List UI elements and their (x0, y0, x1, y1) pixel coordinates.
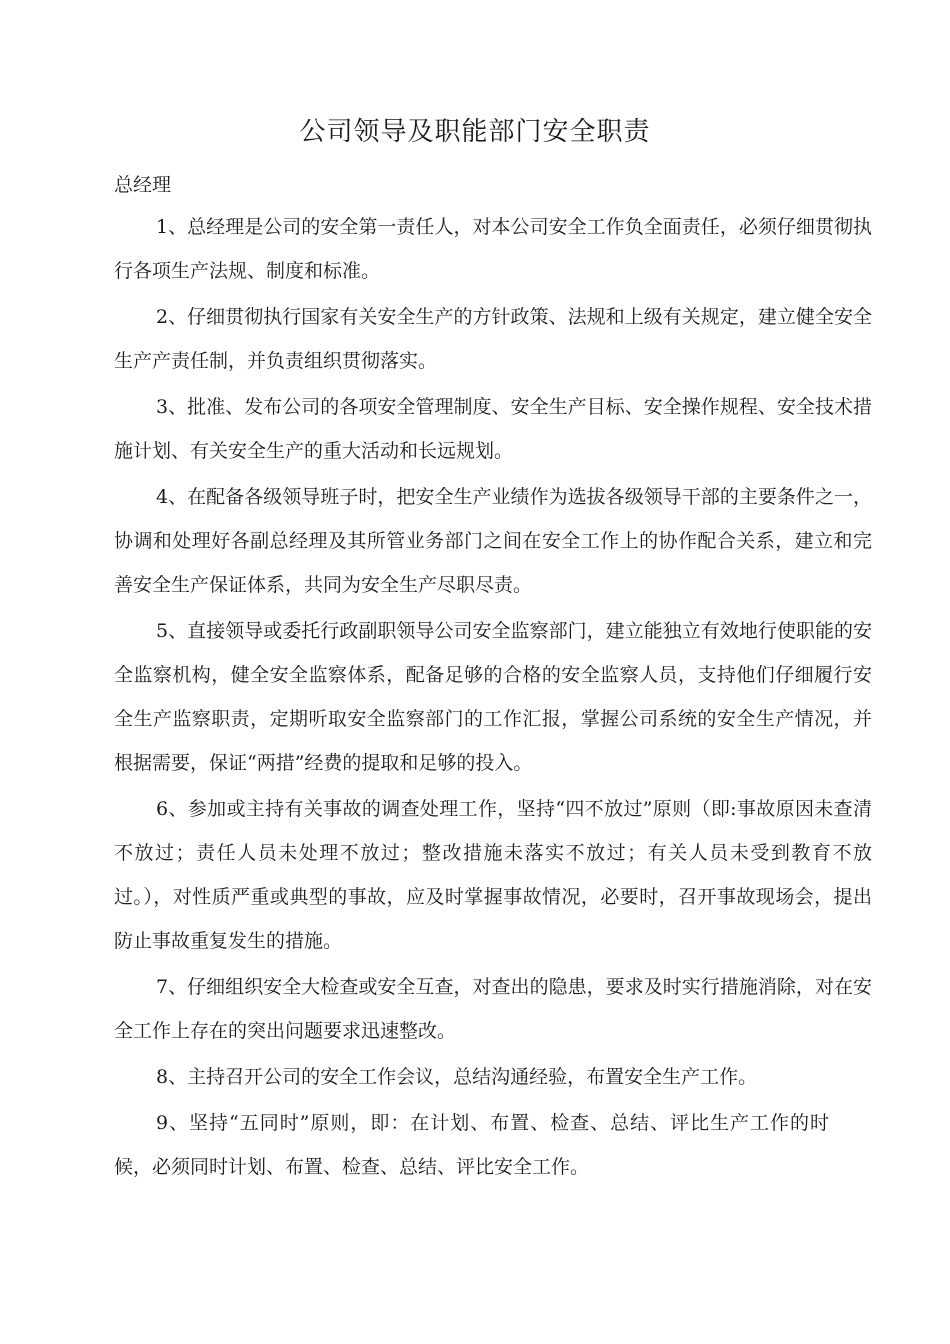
paragraph-5: 5、直接领导或委托行政副职领导公司安全监察部门，建立能独立有效地行使职能的安全监察机构，健全安全监察体系，配备足够的合格的安全监察人员，支持他们仔细履行安全生产监察职责，定期听取安全监察部门的工作汇报，掌握公司系统的安全生产情况，并根据需要，保证“两措”经费的提取和足够的投入。 (114, 620, 872, 774)
paragraph-6: 6、参加或主持有关事故的调查处理工作，坚持“四不放过”原则（即:事故原因未查清不放过；责任人员未处理不放过；整改措施未落实不放过；有关人员未受到教育不放过。），对性质严重或典型的事故，应及时掌握事故情况，必要时，召开事故现场会，提出防止事故重复发生的措施。 (114, 798, 872, 952)
document-body (114, 205, 872, 1189)
section-heading: 总经理 (114, 174, 172, 196)
paragraph-2: 2、仔细贯彻执行国家有关安全生产的方针政策、法规和上级有关规定，建立健全安全生产产责任制，并负责组织贯彻落实。 (114, 306, 872, 372)
paragraph-9: 9、坚持“五同时”原则，即：在计划、布置、检查、总结、评比生产工作的时候，必须同时计划、布置、检查、总结、评比安全工作。 (114, 1112, 829, 1178)
paragraph-7: 7、仔细组织安全大检查或安全互查，对查出的隐患，要求及时实行措施消除，对在安全工作上存在的突出问题要求迅速整改。 (114, 976, 872, 1042)
paragraph-4: 4、在配备各级领导班子时，把安全生产业绩作为选拔各级领导干部的主要条件之一，协调和处理好各副总经理及其所管业务部门之间在安全工作上的协作配合关系，建立和完善安全生产保证体系，共同为安全生产尽职尽责。 (114, 486, 872, 596)
paragraph-1: 1、总经理是公司的安全第一责任人，对本公司安全工作负全面责任，必须仔细贯彻执行各项生产法规、制度和标准。 (114, 216, 872, 282)
document-title: 公司领导及职能部门安全职责 (299, 117, 651, 147)
paragraph-3: 3、批准、发布公司的各项安全管理制度、安全生产目标、安全操作规程、安全技术措施计划、有关安全生产的重大活动和长远规划。 (114, 396, 872, 462)
paragraph-8: 8、主持召开公司的安全工作会议，总结沟通经验，布置安全生产工作。 (156, 1066, 758, 1088)
